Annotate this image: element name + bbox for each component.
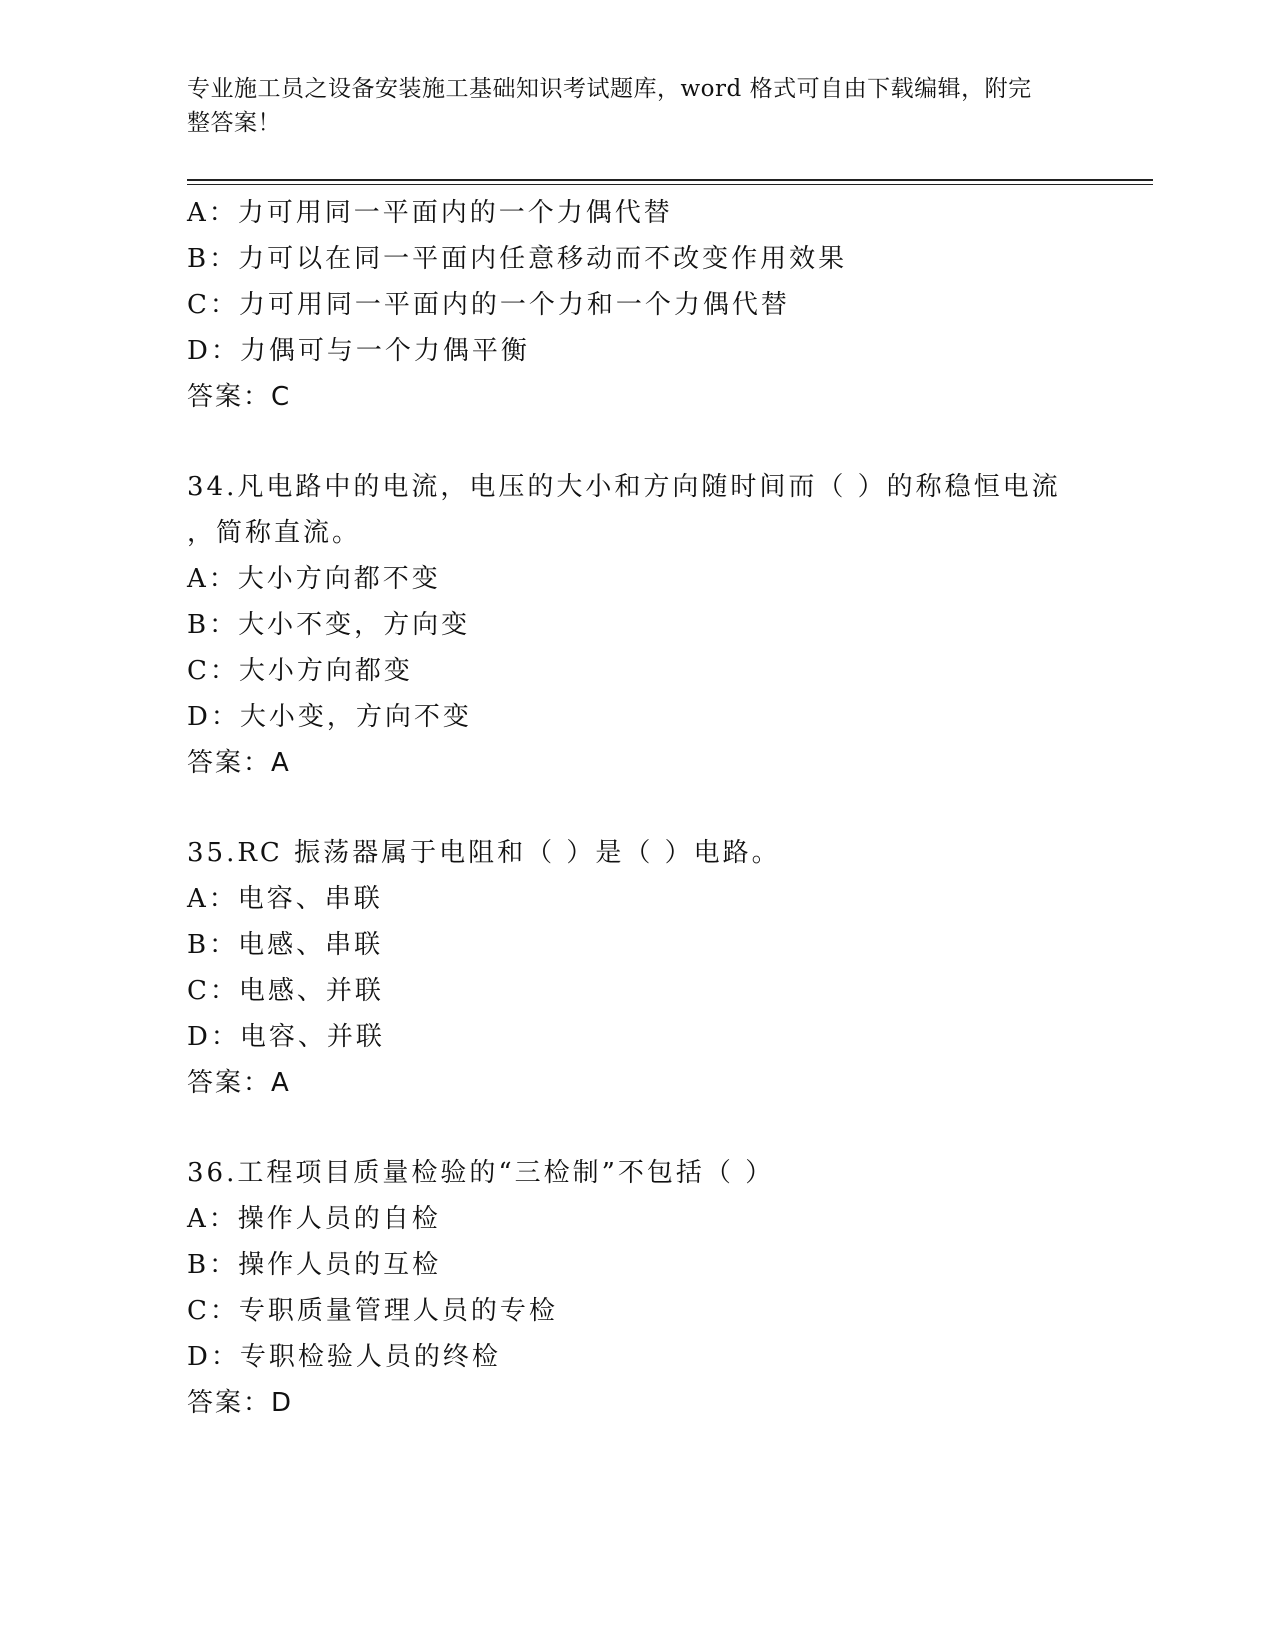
page-header xyxy=(187,72,1067,140)
question-35-title: 35.RC 振荡器属于电阻和（ ）是（ ）电路。 xyxy=(187,838,781,868)
question-33-option-b: B：力可以在同一平面内任意移动而不改变作用效果 xyxy=(187,244,848,274)
question-33-option-a: A：力可用同一平面内的一个力偶代替 xyxy=(187,198,673,228)
question-34 xyxy=(187,464,1087,786)
question-33-answer: 答案：C xyxy=(187,382,292,412)
header-divider-thin xyxy=(187,184,1153,185)
question-35 xyxy=(187,830,1087,1106)
question-35-answer: 答案：A xyxy=(187,1068,291,1098)
question-35-option-c: C：电感、并联 xyxy=(187,976,384,1006)
question-33-option-c: C：力可用同一平面内的一个力和一个力偶代替 xyxy=(187,290,790,320)
question-36-option-a: A：操作人员的自检 xyxy=(187,1204,441,1234)
question-34-option-c: C：大小方向都变 xyxy=(187,656,413,686)
question-34-option-d: D：大小变，方向不变 xyxy=(187,702,472,732)
header-divider-thick xyxy=(187,179,1153,181)
question-36-answer: 答案：D xyxy=(187,1388,294,1418)
question-36 xyxy=(187,1150,1087,1426)
question-35-option-a: A：电容、串联 xyxy=(187,884,383,914)
question-35-option-d: D：电容、并联 xyxy=(187,1022,385,1052)
question-36-option-c: C：专职质量管理人员的专检 xyxy=(187,1296,558,1326)
question-34-title-line-2: ，简称直流。 xyxy=(187,518,362,548)
header-title-line-1: 专业施工员之设备安装施工基础知识考试题库，word 格式可自由下载编辑，附完 xyxy=(187,76,1032,102)
question-34-option-a: A：大小方向都不变 xyxy=(187,564,441,594)
question-34-answer: 答案：A xyxy=(187,748,291,778)
question-33 xyxy=(187,190,1087,420)
question-34-option-b: B：大小不变，方向变 xyxy=(187,610,471,640)
question-36-option-b: B：操作人员的互检 xyxy=(187,1250,442,1280)
question-35-option-b: B：电感、串联 xyxy=(187,930,384,960)
question-36-option-d: D：专职检验人员的终检 xyxy=(187,1342,501,1372)
header-title-line-2: 整答案！ xyxy=(187,110,281,136)
question-34-title-line-1: 34.凡电路中的电流，电压的大小和方向随时间而（ ）的称稳恒电流 xyxy=(187,472,1061,502)
question-33-option-d: D：力偶可与一个力偶平衡 xyxy=(187,336,530,366)
question-36-title: 36.工程项目质量检验的“三检制”不包括（ ） xyxy=(187,1158,775,1188)
question-list xyxy=(187,190,1087,1426)
